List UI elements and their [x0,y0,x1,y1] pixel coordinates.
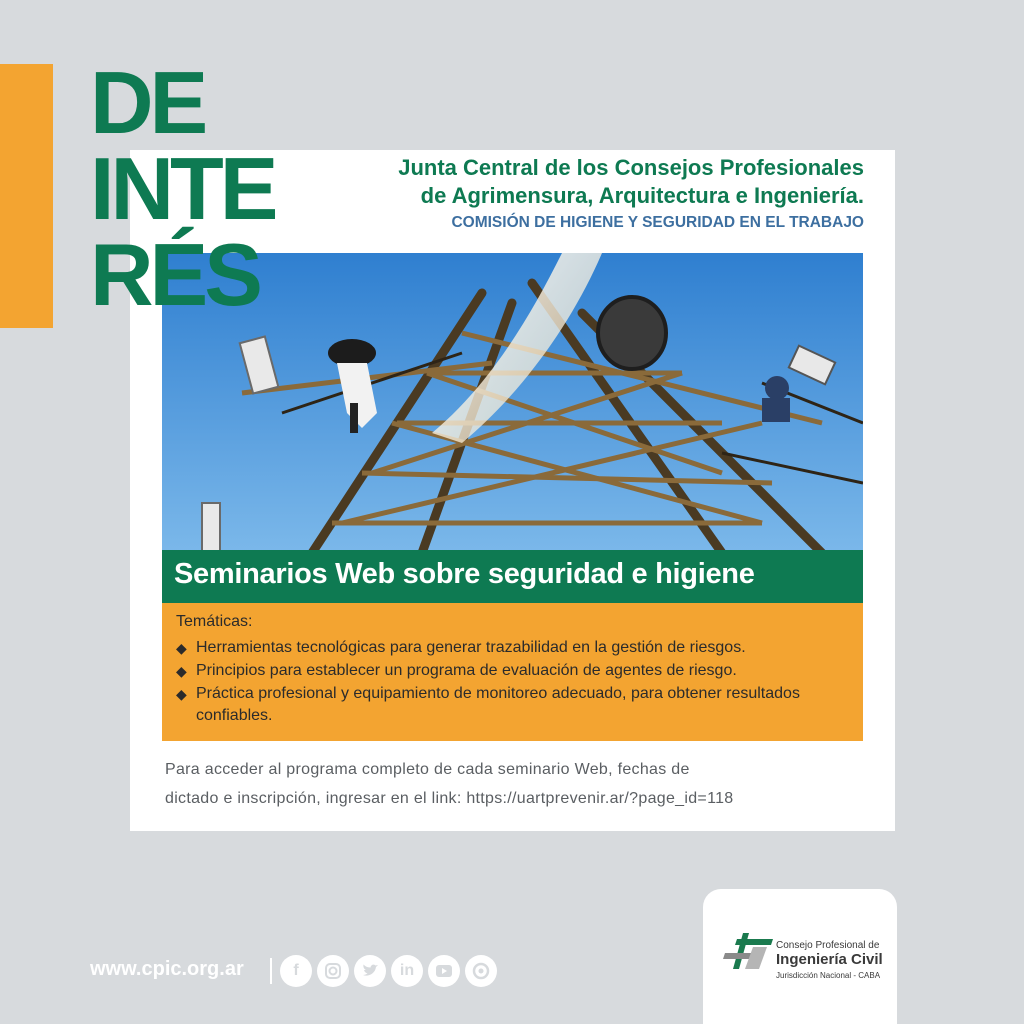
cpic-logo-icon [723,931,773,971]
seminar-title: Seminarios Web sobre seguridad e higiene [174,558,755,590]
seminar-banner [162,550,863,603]
access-line1: Para acceder al programa completo de cada seminario Web, fechas de [165,761,690,778]
topics-box [162,603,863,741]
title-line-2: INTE [90,139,275,238]
linkedin-icon[interactable]: in [391,955,423,987]
access-line2[interactable]: dictado e inscripción, ingresar en el link: https://uartprevenir.ar/?page_id=118 [165,790,734,807]
title-line-3: RÉS [90,225,259,324]
org-name-line2: de Agrimensura, Arquitectura e Ingeniería. [420,183,864,208]
commission-name: COMISIÓN DE HIGIENE Y SEGURIDAD EN EL TRABAJO [451,214,864,231]
twitter-icon[interactable] [354,955,386,987]
topics-label: Temáticas: [176,613,253,630]
facebook-icon[interactable]: f [280,955,312,987]
youtube-icon[interactable] [428,955,460,987]
org-name-line1: Junta Central de los Consejos Profesionales [398,155,864,180]
instagram-icon[interactable] [317,955,349,987]
logo-text-line1: Consejo Profesional de [776,940,880,951]
access-info [165,755,865,813]
footer-divider [270,958,272,984]
topic-item: ◆ Principios para establecer un programa de evaluación de agentes de riesgo. [176,660,856,682]
cpic-logo-card [703,889,897,1024]
de-interes-title [90,53,275,324]
logo-text-line2: Ingeniería Civil [776,951,883,968]
topic-item: ◆ Práctica profesional y equipamiento de monitoreo adecuado, para obtener resultados confiables. [176,683,856,727]
org-header [330,154,864,232]
title-line-1: DE [90,53,205,152]
other-social-icon[interactable] [465,955,497,987]
topics-list [176,637,856,728]
website-link[interactable]: www.cpic.org.ar [90,958,244,980]
logo-text-line3: Jurisdicción Nacional - CABA [776,971,881,980]
topic-item: ◆ Herramientas tecnológicas para generar trazabilidad en la gestión de riesgos. [176,637,856,659]
accent-bar [0,64,53,328]
